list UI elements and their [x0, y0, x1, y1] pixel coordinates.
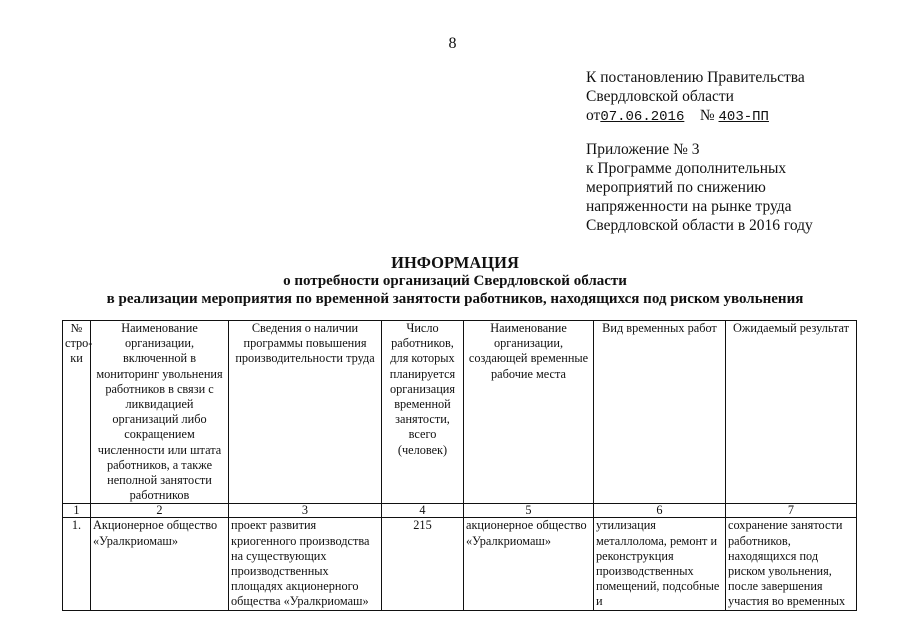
approval-date-line [586, 106, 886, 127]
work-type: утилизация металлолома, ремонт и реконструкция производственных помещений, подсобные и [594, 518, 726, 610]
organization-name: Акционерное общество «Уралкриомаш» [91, 518, 229, 610]
column-number: 7 [726, 504, 857, 518]
column-number: 2 [91, 504, 229, 518]
column-number: 6 [594, 504, 726, 518]
annex-reference [586, 140, 886, 235]
number-sign: № [699, 107, 715, 124]
date-prefix: от [586, 107, 601, 124]
header-workers-count: Число работников, для которых планируется организация временной занятости, всего (человек) [382, 321, 464, 504]
header-program-info: Сведения о наличии программы повышения производительности труда [229, 321, 382, 504]
table-header-row [63, 321, 857, 504]
column-number: 1 [63, 504, 91, 518]
row-number: 1. [63, 518, 91, 610]
page-number: 8 [448, 35, 457, 52]
column-number: 5 [464, 504, 594, 518]
approval-date: 07.06.2016 [600, 109, 685, 125]
column-number: 3 [229, 504, 382, 518]
column-number: 4 [382, 504, 464, 518]
header-expected-result: Ожидаемый результат [726, 321, 857, 504]
table-row [63, 518, 857, 610]
annex-line-4: напряженности на рынке труда [586, 198, 792, 215]
approval-reference [586, 68, 886, 127]
document-title [40, 254, 870, 308]
column-number-row [63, 504, 857, 518]
program-info: проект развития криогенного производства на существующих производственных площадях акционерного общества «Уралкриомаш» [229, 518, 382, 610]
creating-organization: акционерное общество «Уралкриомаш» [464, 518, 594, 610]
annex-line-1: Приложение № 3 [586, 141, 700, 158]
title-heading: ИНФОРМАЦИЯ [391, 253, 519, 272]
information-table [62, 320, 857, 611]
title-subheading-2: в реализации мероприятия по временной занятости работников, находящихся под риском увольнения [106, 291, 804, 307]
title-subheading-1: о потребности организаций Свердловской области [283, 273, 627, 289]
header-work-type: Вид временных работ [594, 321, 726, 504]
header-creating-organization: Наименование организации, создающей временные рабочие места [464, 321, 594, 504]
approval-line-2: Свердловской области [586, 88, 734, 105]
approval-number: 403-ПП [718, 109, 769, 125]
annex-line-5: Свердловской области в 2016 году [586, 217, 813, 234]
header-row-number: № стро-ки [63, 321, 91, 504]
expected-result: сохранение занятости работников, находящихся под риском увольнения, после завершения участия во временных [726, 518, 857, 610]
annex-line-3: мероприятий по снижению [586, 179, 766, 196]
header-organization: Наименование организации, включенной в мониторинг увольнения работников в связи с ликвидацией организаций либо сокращением численности или штата работников, а также неполной занятости работников [91, 321, 229, 504]
approval-line-1: К постановлению Правительства [586, 69, 805, 86]
workers-count: 215 [382, 518, 464, 610]
annex-line-2: к Программе дополнительных [586, 160, 787, 177]
